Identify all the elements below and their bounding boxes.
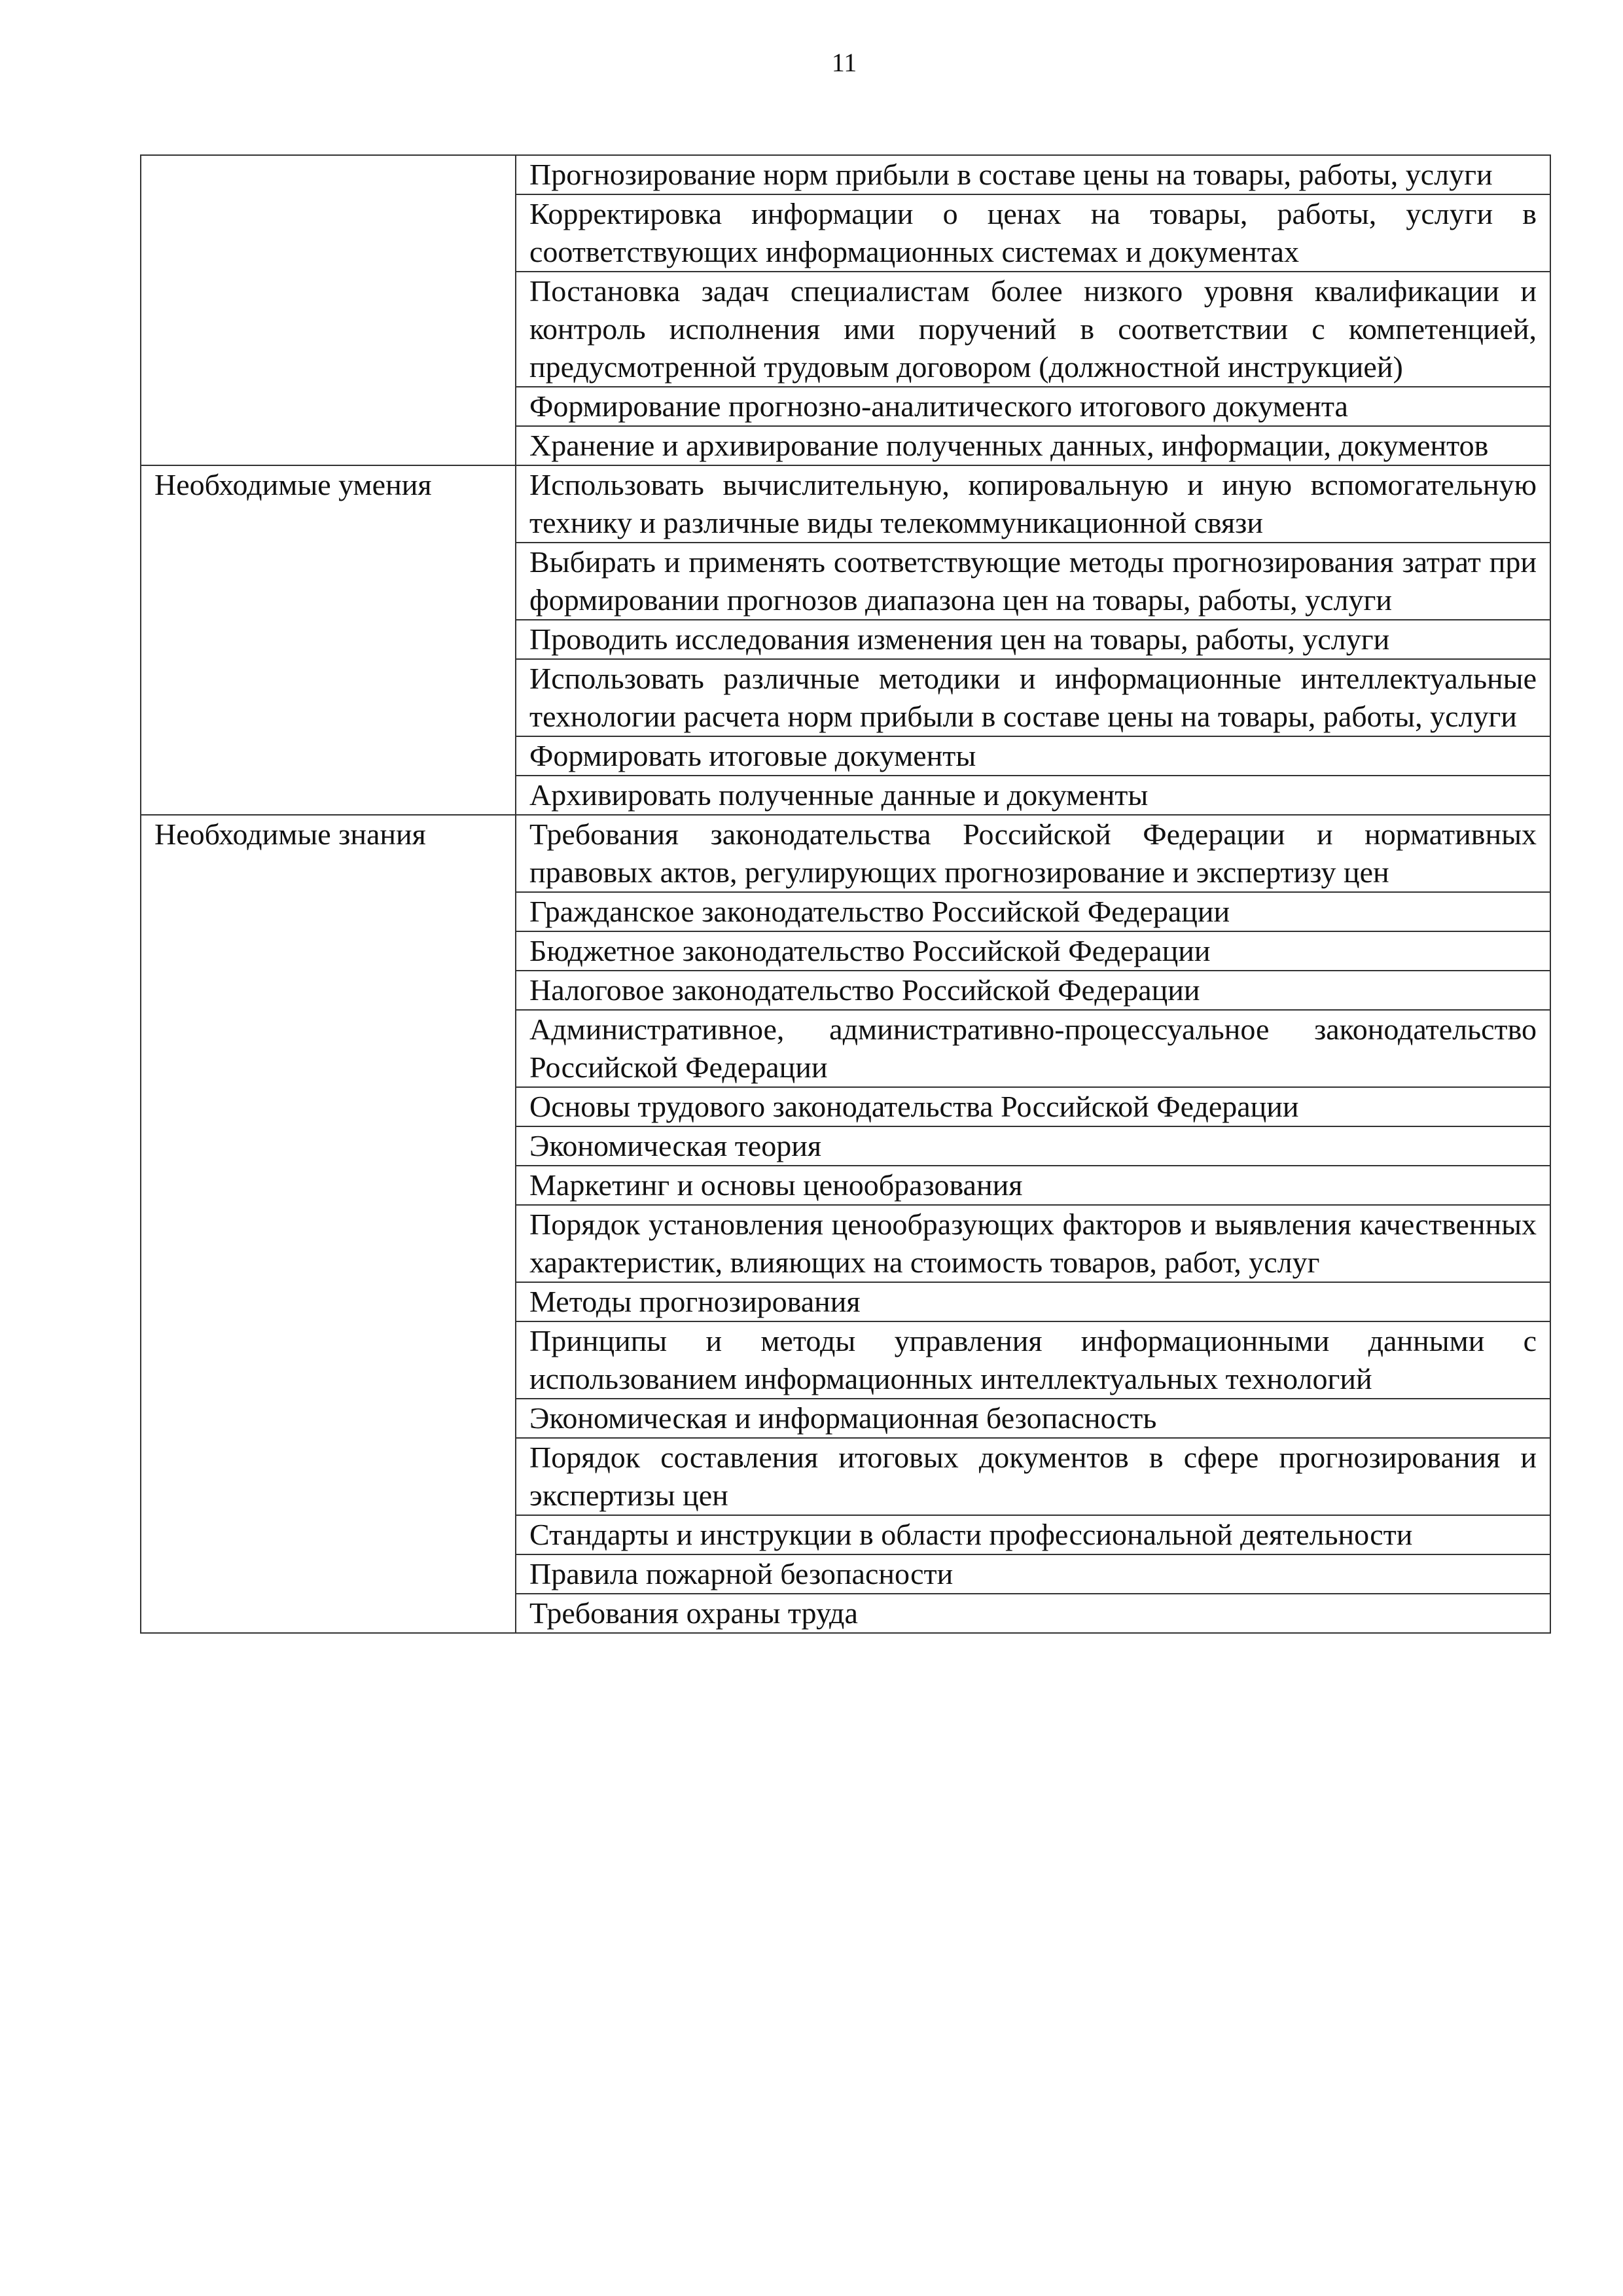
requirement-item: Порядок составления итоговых документов в сфере прогнозирования и экспертизы цен [516,1438,1550,1515]
table-row [141,815,1550,892]
requirement-item: Использовать различные методики и информационные интеллектуальные технологии расчета норм прибыли в составе цены на товары, работы, услуги [516,659,1550,736]
requirement-item: Стандарты и инструкции в области профессиональной деятельности [516,1515,1550,1554]
page-number: 11 [831,48,857,77]
table-row [141,465,1550,543]
section-label: Необходимые умения [141,465,516,815]
requirement-item: Прогнозирование норм прибыли в составе цены на товары, работы, услуги [516,155,1550,194]
continued-label-cell [141,155,516,465]
section-label: Необходимые знания [141,815,516,1633]
requirement-item: Методы прогнозирования [516,1282,1550,1321]
requirements-table [140,154,1551,1634]
requirement-item: Порядок установления ценообразующих факторов и выявления качественных характеристик, влияющих на стоимость товаров, работ, услуг [516,1205,1550,1282]
requirement-item: Налоговое законодательство Российской Федерации [516,971,1550,1010]
requirement-item: Экономическая теория [516,1126,1550,1166]
requirement-item: Экономическая и информационная безопасность [516,1399,1550,1438]
requirement-item: Требования законодательства Российской Федерации и нормативных правовых актов, регулирующих прогнозирование и экспертизу цен [516,815,1550,892]
requirement-item: Формировать итоговые документы [516,736,1550,776]
requirement-item: Формирование прогнозно-аналитического итогового документа [516,387,1550,426]
requirement-item: Выбирать и применять соответствующие методы прогнозирования затрат при формировании прогнозов диапазона цен на товары, работы, услуги [516,543,1550,620]
requirement-item: Гражданское законодательство Российской Федерации [516,892,1550,931]
requirement-item: Требования охраны труда [516,1594,1550,1633]
requirement-item: Хранение и архивирование полученных данных, информации, документов [516,426,1550,465]
requirement-item: Основы трудового законодательства Российской Федерации [516,1087,1550,1126]
requirement-item: Правила пожарной безопасности [516,1554,1550,1594]
requirement-item: Бюджетное законодательство Российской Федерации [516,931,1550,971]
requirement-item: Административное, административно-процессуальное законодательство Российской Федерации [516,1010,1550,1087]
table-row [141,155,1550,194]
requirement-item: Постановка задач специалистам более низкого уровня квалификации и контроль исполнения ими поручений в соответствии с компетенцией, предусмотренной трудовым договором (должностной инструкцией) [516,272,1550,387]
requirement-item: Принципы и методы управления информационными данными с использованием информационных интеллектуальных технологий [516,1321,1550,1399]
requirement-item: Корректировка информации о ценах на товары, работы, услуги в соответствующих информационных системах и документах [516,194,1550,272]
table-body [141,155,1550,1633]
requirement-item: Проводить исследования изменения цен на товары, работы, услуги [516,620,1550,659]
requirement-item: Архивировать полученные данные и документы [516,776,1550,815]
requirement-item: Маркетинг и основы ценообразования [516,1166,1550,1205]
requirement-item: Использовать вычислительную, копировальную и иную вспомогательную технику и различные виды телекоммуникационной связи [516,465,1550,543]
